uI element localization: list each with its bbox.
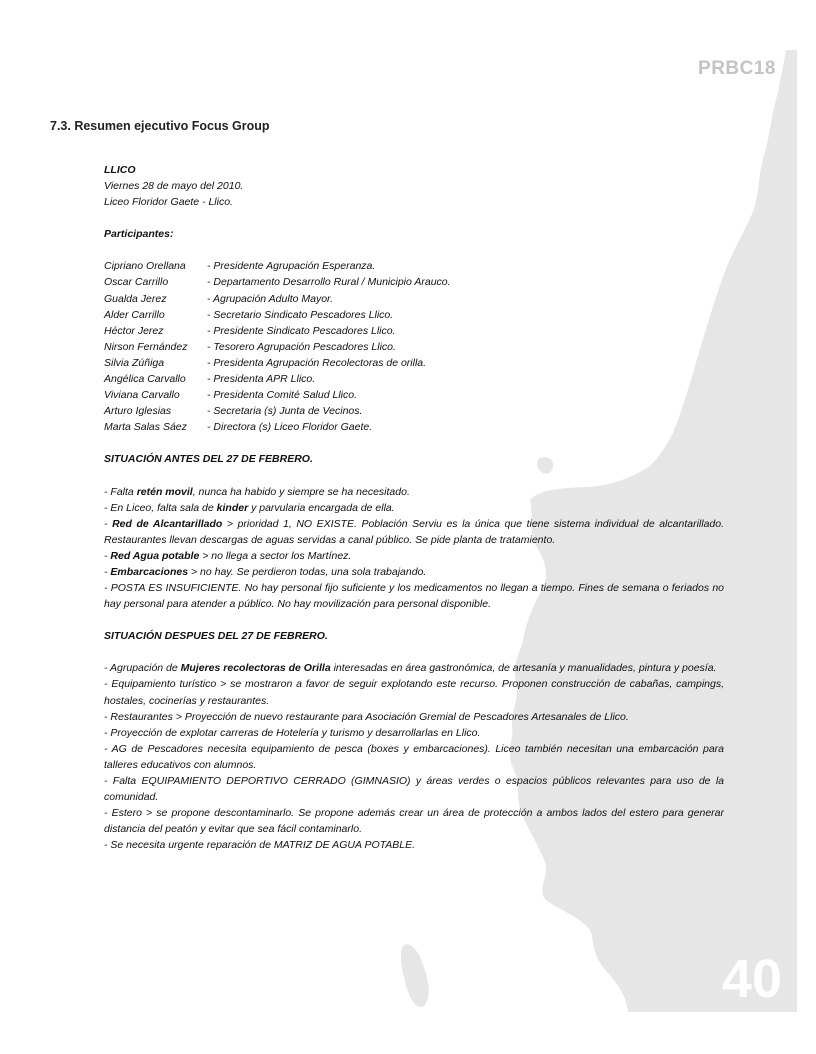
item-text: - bbox=[104, 549, 111, 562]
event-date: Viernes 28 de mayo del 2010. bbox=[104, 180, 244, 193]
participant-row bbox=[104, 403, 724, 419]
item-text: - Estero > se propone descontaminarlo. Se propone además crear un área de protección a ambos lados del estero para generar distancia del peatón y evitar que sea fácil contaminarlo. bbox=[104, 807, 724, 836]
participant-row bbox=[104, 323, 724, 339]
before-title: SITUACIÓN ANTES DEL 27 DE FEBRERO. bbox=[104, 453, 313, 466]
list-item bbox=[104, 725, 724, 741]
participant-row bbox=[104, 291, 724, 307]
list-item bbox=[104, 676, 724, 708]
participant-row bbox=[104, 307, 724, 323]
item-text: - Restaurantes > Proyección de nuevo restaurante para Asociación Gremial de Pescadores Artesanales de Llico. bbox=[104, 710, 629, 723]
list-item bbox=[104, 564, 724, 580]
participant-name: Angélica Carvallo bbox=[104, 373, 186, 386]
list-item bbox=[104, 837, 724, 853]
content-body bbox=[104, 162, 724, 853]
participants-list bbox=[104, 258, 724, 435]
list-item bbox=[104, 773, 724, 805]
participant-row bbox=[104, 339, 724, 355]
participant-name: Cipriano Orellana bbox=[104, 260, 186, 273]
page-number: 40 bbox=[721, 949, 782, 1009]
participant-name: Silvia Zúñiga bbox=[104, 356, 165, 369]
list-item bbox=[104, 660, 724, 676]
list-item bbox=[104, 516, 724, 548]
participant-role: - Presidente Sindicato Pescadores Llico. bbox=[207, 324, 396, 337]
participant-role: - Presidente Agrupación Esperanza. bbox=[207, 260, 376, 273]
participant-name: Viviana Carvallo bbox=[104, 389, 180, 402]
participant-name: Gualda Jerez bbox=[104, 292, 167, 305]
participant-row bbox=[104, 387, 724, 403]
participant-name: Arturo Iglesias bbox=[104, 405, 172, 418]
participant-role: - Secretaria (s) Junta de Vecinos. bbox=[207, 405, 363, 418]
participant-row bbox=[104, 371, 724, 387]
list-item bbox=[104, 805, 724, 837]
item-text: - AG de Pescadores necesita equipamiento de pesca (boxes y embarcaciones). Liceo también necesitan una embarcación para talleres educativos con alumnos. bbox=[104, 742, 724, 771]
participant-row bbox=[104, 355, 724, 371]
participant-name: Alder Carrillo bbox=[104, 308, 165, 321]
item-emphasis: Mujeres recolectoras de Orilla bbox=[180, 662, 331, 675]
peninsula bbox=[401, 944, 429, 1007]
item-emphasis: Embarcaciones bbox=[110, 565, 189, 578]
item-text: - En Liceo, falta sala de bbox=[104, 501, 217, 514]
list-item bbox=[104, 741, 724, 773]
participant-row bbox=[104, 274, 724, 290]
section-title: 7.3. Resumen ejecutivo Focus Group bbox=[50, 119, 270, 133]
participant-role: - Directora (s) Liceo Floridor Gaete. bbox=[207, 421, 373, 434]
participant-role: - Agrupación Adulto Mayor. bbox=[207, 292, 334, 305]
list-item bbox=[104, 709, 724, 725]
item-text: > no llega a sector los Martínez. bbox=[199, 549, 352, 562]
participant-role: - Secretario Sindicato Pescadores Llico. bbox=[207, 308, 394, 321]
participant-name: Oscar Carrillo bbox=[104, 276, 169, 289]
item-text: interesadas en área gastronómica, de artesanía y manualidades, pintura y poesía. bbox=[330, 662, 717, 675]
item-text: , nunca ha habido y siempre se ha necesitado. bbox=[192, 485, 410, 498]
participant-role: - Presidenta Agrupación Recolectoras de orilla. bbox=[207, 356, 427, 369]
participant-role: - Presidenta APR Llico. bbox=[207, 373, 316, 386]
participant-name: Marta Salas Sáez bbox=[104, 421, 187, 434]
item-text: - Equipamiento turístico > se mostraron a favor de seguir explotando este recurso. Proponen construcción de cabañas, campings, hostales, cocinerías y restaurantes. bbox=[104, 678, 724, 707]
participants-title: Participantes: bbox=[104, 228, 174, 241]
list-item bbox=[104, 484, 724, 500]
event-venue: Liceo Floridor Gaete - Llico. bbox=[104, 196, 233, 209]
item-text: y parvularia encargada de ella. bbox=[248, 501, 395, 514]
item-text: - Proyección de explotar carreras de Hotelería y turismo y desarrollarlas en Llico. bbox=[104, 726, 481, 739]
document-code: PRBC18 bbox=[698, 58, 776, 79]
participant-row bbox=[104, 258, 724, 274]
item-text: - POSTA ES INSUFICIENTE. No hay personal fijo suficiente y los medicamentos no llegan a tiempo. Fines de semana o feriados no hay personal para atender a público. No hay movilización para personal disponible. bbox=[104, 582, 724, 611]
after-title: SITUACIÓN DESPUES DEL 27 DE FEBRERO. bbox=[104, 630, 328, 643]
participant-role: - Presidenta Comité Salud Llico. bbox=[207, 389, 357, 402]
before-list bbox=[104, 484, 724, 613]
item-text: > no hay. Se perdieron todas, una sola trabajando. bbox=[188, 565, 427, 578]
item-emphasis: Red de Alcantarillado bbox=[112, 517, 223, 530]
item-text: - bbox=[104, 517, 113, 530]
item-text: - bbox=[104, 565, 111, 578]
item-text: - Falta bbox=[104, 485, 137, 498]
participant-row bbox=[104, 419, 724, 435]
list-item bbox=[104, 500, 724, 516]
after-list bbox=[104, 660, 724, 853]
participant-name: Héctor Jerez bbox=[104, 324, 164, 337]
list-item bbox=[104, 580, 724, 612]
event-place: LLICO bbox=[104, 164, 136, 176]
list-item bbox=[104, 548, 724, 564]
item-text: > prioridad 1, NO EXISTE. Población Serviu es la única que tiene sistema individual de alcantarillado. Restaurantes llevan descargas de aguas servidas a canal público. Se pide planta de tratamiento. bbox=[104, 517, 725, 546]
participant-role: - Departamento Desarrollo Rural / Municipio Arauco. bbox=[207, 276, 451, 289]
item-emphasis: Red Agua potable bbox=[110, 549, 200, 562]
item-text: - Agrupación de bbox=[104, 662, 181, 675]
item-text: - Se necesita urgente reparación de MATRIZ DE AGUA POTABLE. bbox=[104, 839, 416, 852]
item-emphasis: kinder bbox=[216, 501, 249, 514]
participant-name: Nirson Fernández bbox=[104, 340, 188, 353]
item-emphasis: retén movil bbox=[136, 485, 193, 498]
item-text: - Falta EQUIPAMIENTO DEPORTIVO CERRADO (GIMNASIO) y áreas verdes o espacios públicos relevantes para uso de la comunidad. bbox=[104, 775, 724, 804]
participant-role: - Tesorero Agrupación Pescadores Llico. bbox=[207, 340, 396, 353]
